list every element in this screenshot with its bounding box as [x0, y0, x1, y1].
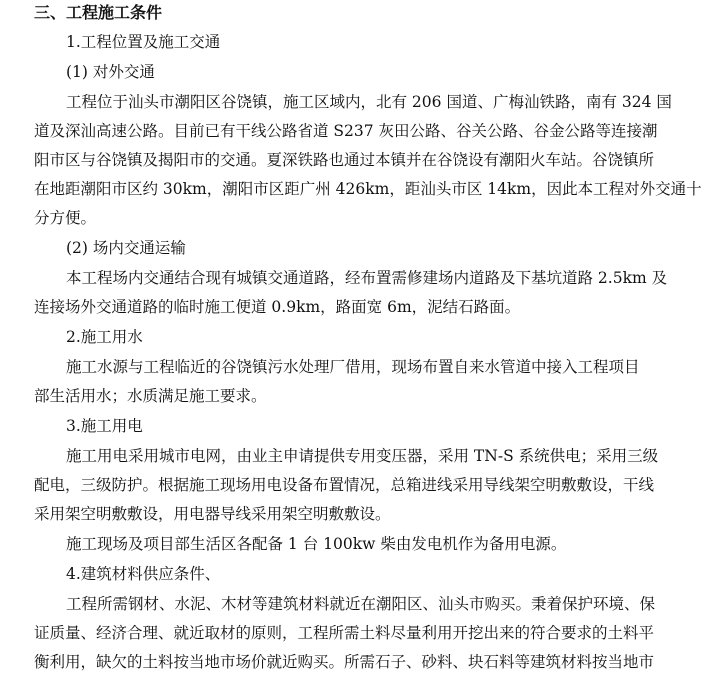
subsection-title-materials: 4.建筑材料供应条件、 — [66, 565, 221, 583]
paragraph-line: 在地距潮阳市区约 30km，潮阳市区距广州 426km，距汕头市区 14km，因此本工程对外交通十 — [34, 180, 702, 198]
paragraph-line: 连接场外交通道路的临时施工便道 0.9km，路面宽 6m，泥结石路面。 — [34, 298, 521, 316]
section-heading: 三、工程施工条件 — [34, 3, 163, 22]
paragraph-line: 证质量、经济合理、就近取材的原则，工程所需土料尽量利用开挖出来的符合要求的土料平 — [34, 624, 655, 642]
paragraph-line: 部生活用水；水质满足施工要求。 — [34, 387, 267, 405]
paragraph-line: 配电，三级防护。根据施工现场用电设备布置情况，总箱进线采用导线架空明敷敷设，干线 — [34, 476, 655, 494]
paragraph-line: 施工水源与工程临近的谷饶镇污水处理厂借用，现场布置自来水管道中接入工程项目 — [66, 358, 640, 376]
subsection-title-electricity: 3.施工用电 — [66, 417, 143, 435]
subsection-title-location-traffic: 1.工程位置及施工交通 — [66, 33, 221, 51]
paragraph-line: 工程位于汕头市潮阳区谷饶镇，施工区域内，北有 206 国道、广梅汕铁路，南有 324 国 — [66, 93, 672, 111]
paragraph-line: 分方便。 — [34, 209, 97, 227]
paragraph-line: 施工用电采用城市电网，由业主申请提供专用变压器，采用 TN-S 系统供电；采用三级 — [66, 447, 659, 465]
paragraph-line: 阳市区与谷饶镇及揭阳市的交通。夏深铁路也通过本镇并在谷饶设有潮阳火车站。谷饶镇所 — [34, 151, 655, 169]
paragraph-line: 道及深汕高速公路。目前已有干线公路省道 S237 灰田公路、谷关公路、谷金公路等连接潮 — [34, 122, 658, 140]
paragraph-line: 施工现场及项目部生活区各配备 1 台 100kw 柴由发电机作为备用电源。 — [66, 535, 567, 553]
paragraph-line: 本工程场内交通结合现有城镇交通道路，经布置需修建场内道路及下基坑道路 2.5km 及 — [66, 269, 668, 287]
item-title-site-transport: (2) 场内交通运输 — [66, 239, 186, 257]
paragraph-line: 衡利用，缺欠的土料按当地市场价就近购买。所需石子、砂料、块石料等建筑材料按当地市 — [34, 653, 655, 671]
paragraph-line: 工程所需钢材、水泥、木材等建筑材料就近在潮阳区、汕头市购买。秉着保护环境、保 — [66, 595, 656, 613]
item-title-external-traffic: (1) 对外交通 — [66, 63, 155, 81]
subsection-title-water: 2.施工用水 — [66, 328, 143, 346]
paragraph-line: 采用架空明敷敷设，用电器导线采用架空明敷敷设。 — [34, 505, 391, 523]
